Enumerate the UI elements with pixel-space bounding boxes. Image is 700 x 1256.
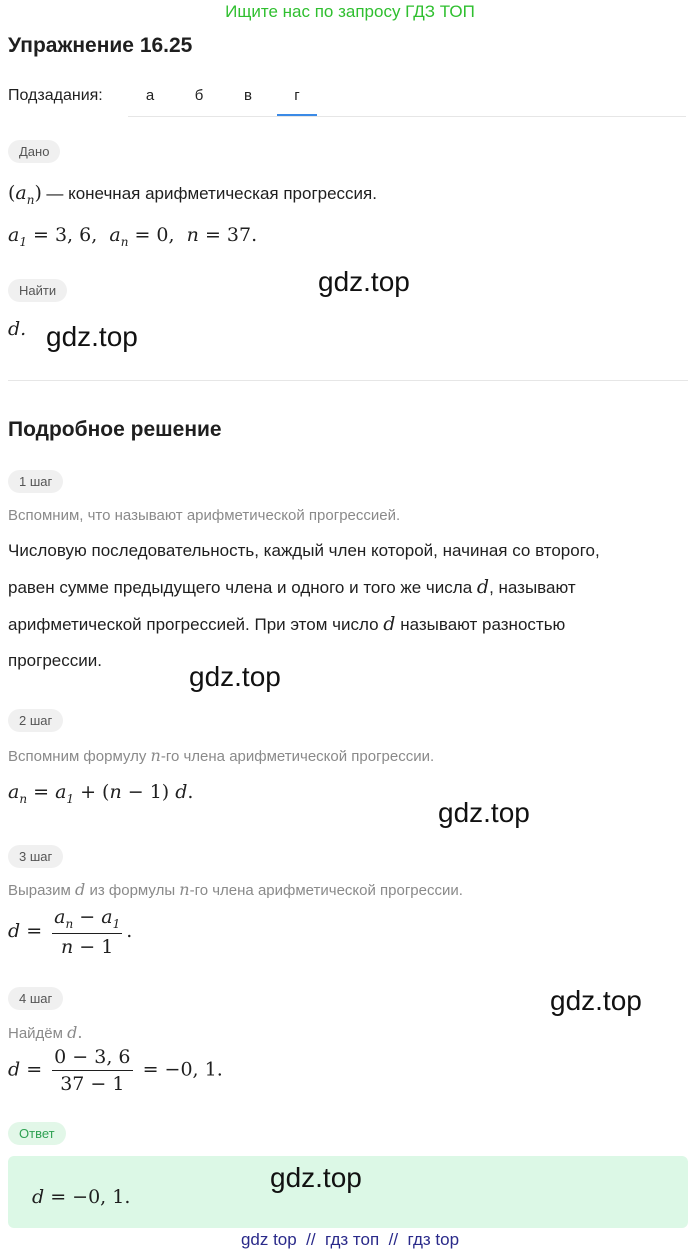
tab-a[interactable]: а — [145, 87, 155, 104]
answer-badge-wrap — [8, 1122, 66, 1145]
given-line-1 — [8, 176, 377, 212]
watermark: gdz.top — [189, 661, 281, 692]
watermark: gdz.top — [438, 797, 530, 828]
step-3-badge: 3 шаг — [8, 845, 63, 868]
tab-v[interactable]: в — [244, 87, 252, 104]
formula-d: d = $\frac{a_n - a_1}{n - 1}$ . — [8, 906, 133, 958]
step-4-badge: 4 шаг — [8, 987, 63, 1010]
given-badge: Дано — [8, 140, 60, 163]
step-1-hint: Вспомним, что называют арифметической прогрессией. — [8, 507, 401, 524]
given-line-2: $a_1 = 3$, 6, $a_n = 0$, n = 37. — [8, 224, 258, 249]
find-badge: Найти — [8, 279, 67, 302]
step-3-hint: Выразим d из формулы n-го члена арифметической прогрессии. — [8, 880, 463, 899]
find-badge-wrap — [8, 279, 67, 302]
tab-g[interactable]: г — [277, 87, 317, 116]
find-value: d. — [8, 318, 27, 340]
sequence-symbol: $(a_n)$ — [8, 182, 42, 207]
step-2-badge-wrap — [8, 709, 63, 732]
step-1-badge-wrap — [8, 470, 63, 493]
subtasks-label: Подзадания: — [8, 87, 103, 104]
an-value: 0, — [156, 224, 175, 246]
step-1-text — [8, 533, 698, 679]
watermark: gdz.top — [550, 985, 642, 1016]
footer-links[interactable]: gdz top // гдз топ // гдз top — [240, 1230, 460, 1249]
watermark: gdz.top — [318, 266, 410, 297]
step-4-badge-wrap — [8, 987, 63, 1010]
solution-title: Подробное решение — [8, 418, 222, 441]
n-value: 37. — [226, 224, 258, 246]
a1-value: 3, 6, — [54, 224, 98, 246]
step-1-line: равен сумме предыдущего члена и одного и того же числа d, называют — [8, 576, 576, 598]
subtasks-tabs — [128, 80, 686, 117]
formula-nth-term: $a_n = a_1 + (n - 1)$ d. — [8, 781, 194, 806]
step-2-badge: 2 шаг — [8, 709, 63, 732]
watermark: gdz.top — [46, 321, 138, 352]
answer-value: d = −0, 1. — [32, 1186, 131, 1208]
step-2-hint: Вспомним формулу n-го члена арифметической прогрессии. — [8, 746, 435, 765]
answer-badge: Ответ — [8, 1122, 66, 1145]
promo-banner[interactable]: Ищите нас по запросу ГДЗ ТОП — [225, 2, 475, 21]
calculation-d: d = $\frac{0 - 3, 6}{37 - 1}$ = −0, 1. — [8, 1046, 223, 1095]
step-1-line: прогрессии. — [8, 651, 102, 670]
given-badge-wrap — [8, 140, 60, 163]
divider — [8, 380, 688, 381]
page-title: Упражнение 16.25 — [8, 34, 193, 57]
step-4-hint: Найдём d. — [8, 1023, 83, 1042]
step-1-line: арифметической прогрессией. При этом число d называют разностью — [8, 613, 566, 635]
watermark: gdz.top — [270, 1162, 362, 1193]
step-1-line: Числовую последовательность, каждый член которой, начиная со второго, — [8, 541, 600, 560]
tab-b[interactable]: б — [194, 87, 204, 104]
step-3-badge-wrap — [8, 845, 63, 868]
step-1-badge: 1 шаг — [8, 470, 63, 493]
given-text: — конечная арифметическая прогрессия. — [46, 184, 377, 203]
